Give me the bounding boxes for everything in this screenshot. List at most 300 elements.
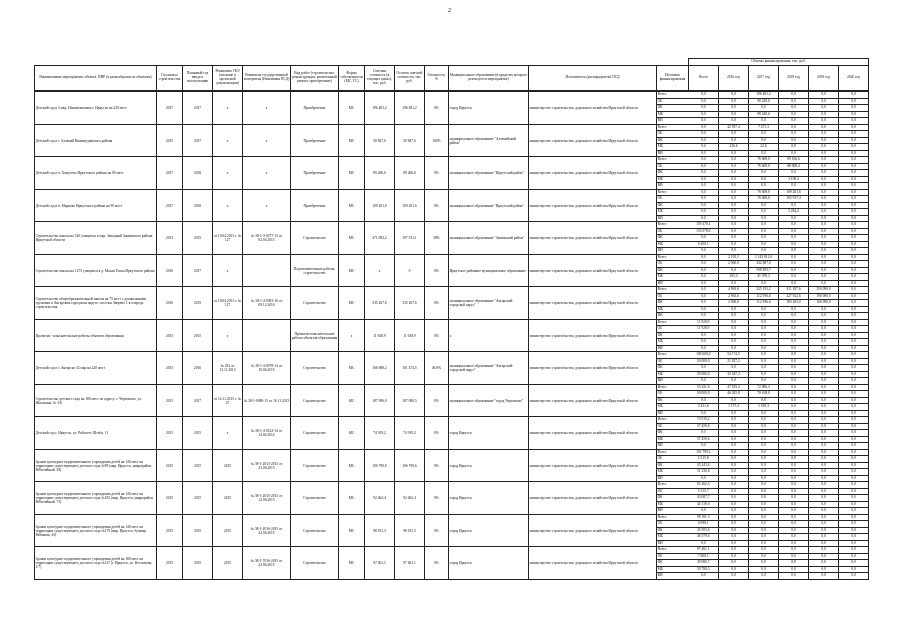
funding-value-cell: 0,0 xyxy=(779,274,809,281)
funding-value-cell: 0,0 xyxy=(839,456,869,463)
funding-source-cell: ФБ xyxy=(657,560,689,567)
project-work-cell: Строительство xyxy=(291,547,339,580)
funding-source-cell: Всего xyxy=(657,319,689,326)
funding-value-cell: 0,0 xyxy=(749,488,779,495)
funding-value-cell: 0,0 xyxy=(809,339,839,346)
project-work-cell: Приобретение xyxy=(291,124,339,157)
funding-value-cell: 0,0 xyxy=(689,183,719,190)
funding-value-cell: 0,0 xyxy=(809,482,839,489)
funding-value-cell: 0,0 xyxy=(839,488,869,495)
funding-value-cell: 2 000,0 xyxy=(719,261,749,268)
funding-value-cell: 0,0 xyxy=(809,131,839,138)
project-work-cell: Строительство xyxy=(291,417,339,450)
funding-source-cell: Всего xyxy=(657,287,689,294)
funding-value-cell: 42 937,4 xyxy=(719,124,749,131)
project-start-cell: 2015 xyxy=(157,514,183,547)
funding-value-cell: 0,0 xyxy=(719,235,749,242)
funding-value-cell: 50 000,0 xyxy=(689,391,719,398)
project-expert-cell: х xyxy=(243,124,291,157)
funding-value-cell: 0,0 xyxy=(689,293,719,300)
project-mo-cell: город Иркутск xyxy=(449,449,529,482)
funding-value-cell: 0,0 xyxy=(839,176,869,183)
funding-value-cell: 0,0 xyxy=(689,124,719,131)
funding-value-cell: 0,0 xyxy=(779,339,809,346)
funding-value-cell: 0,0 xyxy=(779,228,809,235)
funding-source-cell: ФБ xyxy=(657,300,689,307)
funding-value-cell: 0,0 xyxy=(809,495,839,502)
project-work-cell: Строительство xyxy=(291,384,339,417)
project-remain-cell: 89 266,6 xyxy=(395,157,425,190)
funding-value-cell: 0,0 xyxy=(809,449,839,456)
funding-value-cell: 4 963,6 xyxy=(719,287,749,294)
funding-value-cell: 0,0 xyxy=(689,306,719,313)
funding-value-cell: 0,0 xyxy=(689,332,719,339)
funding-value-cell: 0,0 xyxy=(749,176,779,183)
funding-value-cell: 0,0 xyxy=(779,534,809,541)
funding-value-cell: 45 503,6 xyxy=(689,527,719,534)
funding-value-cell: 0,0 xyxy=(749,202,779,209)
funding-value-cell: 0,0 xyxy=(809,391,839,398)
funding-value-cell: 0,0 xyxy=(809,215,839,222)
project-form-cell: МС xyxy=(339,449,365,482)
funding-value-cell: 0,0 xyxy=(839,540,869,547)
project-exec-cell: министерство строительства, дорожного хозяйства Иркутской области xyxy=(529,547,657,580)
funding-source-cell: Всего xyxy=(657,92,689,99)
funding-value-cell: 0,0 xyxy=(809,137,839,144)
funding-source-cell: ФБ xyxy=(657,105,689,112)
funding-value-cell: 0,0 xyxy=(719,98,749,105)
project-end-cell: 2015 xyxy=(183,449,213,482)
project-cost-cell: 196 481,2 xyxy=(365,92,395,125)
funding-value-cell: 0,0 xyxy=(689,274,719,281)
project-remain-cell: 187 000,5 xyxy=(395,384,425,417)
funding-value-cell: 0,0 xyxy=(779,547,809,554)
funding-value-cell: 0,0 xyxy=(719,105,749,112)
financing-document xyxy=(34,58,869,580)
project-mo-cell: муниципальное образование "Ангарский городской округ" xyxy=(449,352,529,385)
funding-value-cell: 0,0 xyxy=(779,118,809,125)
funding-value-cell: 0,0 xyxy=(689,98,719,105)
funding-value-cell: 0,0 xyxy=(779,332,809,339)
funding-source-cell: Всего xyxy=(657,157,689,164)
project-ready-cell: 0% xyxy=(425,449,449,482)
funding-value-cell: 0,0 xyxy=(809,404,839,411)
project-exec-cell: министерство строительства, дорожного хозяйства Иркутской области xyxy=(529,254,657,287)
funding-value-cell: 0,0 xyxy=(839,261,869,268)
funding-value-cell: 0,0 xyxy=(689,313,719,320)
funding-source-cell: МБ xyxy=(657,534,689,541)
funding-value-cell: 0,0 xyxy=(839,92,869,99)
project-exec-cell: министерство строительства, дорожного хозяйства Иркутской области xyxy=(529,157,657,190)
funding-value-cell: 0,0 xyxy=(689,235,719,242)
project-remain-cell: 0 xyxy=(395,254,425,287)
project-start-cell: 2015 xyxy=(157,547,183,580)
funding-value-cell: 21 827,2 xyxy=(719,358,749,365)
funding-value-cell: 0,0 xyxy=(719,202,749,209)
funding-value-cell: 0,0 xyxy=(839,566,869,573)
project-cost-cell: 535 267,6 xyxy=(365,287,395,320)
funding-value-cell: 74 919,2 xyxy=(689,417,719,424)
funding-value-cell: 105 917,4 xyxy=(779,196,809,203)
funding-value-cell: 0,0 xyxy=(839,124,869,131)
funding-source-cell: ОБ xyxy=(657,261,689,268)
funding-value-cell: 0,0 xyxy=(779,397,809,404)
funding-value-cell: 0,0 xyxy=(809,157,839,164)
funding-value-cell: 0,0 xyxy=(749,228,779,235)
funding-value-cell: 0,0 xyxy=(719,527,749,534)
funding-value-cell: 0,0 xyxy=(749,501,779,508)
funding-value-cell: 0,0 xyxy=(809,222,839,229)
funding-value-cell: 0,0 xyxy=(689,131,719,138)
funding-source-cell: МБ xyxy=(657,209,689,216)
funding-value-cell: 0,0 xyxy=(839,514,869,521)
funding-value-cell: 0,0 xyxy=(719,501,749,508)
project-exec-cell: министерство строительства, дорожного хозяйства Иркутской области xyxy=(529,319,657,352)
project-remain-cell: 106 790,6 xyxy=(395,449,425,482)
funding-value-cell: 0,0 xyxy=(839,228,869,235)
funding-value-cell: 0,0 xyxy=(839,118,869,125)
funding-value-cell: 0,0 xyxy=(779,456,809,463)
funding-value-cell: 0,0 xyxy=(689,137,719,144)
project-exec-cell: министерство строительства, дорожного хозяйства Иркутской области xyxy=(529,124,657,157)
funding-value-cell: 0,0 xyxy=(809,456,839,463)
funding-value-cell: 37 459,6 xyxy=(689,423,719,430)
funding-value-cell: 0,0 xyxy=(809,469,839,476)
funding-value-cell: 0,0 xyxy=(809,150,839,157)
project-work-cell: Строительство xyxy=(291,449,339,482)
project-end-cell: 2015 xyxy=(183,482,213,515)
project-work-cell: Приобретение xyxy=(291,92,339,125)
funding-value-cell: 92 462,4 xyxy=(689,482,719,489)
funding-value-cell: 0,0 xyxy=(839,313,869,320)
funding-value-cell: 0,0 xyxy=(839,521,869,528)
project-form-cell: МС xyxy=(339,254,365,287)
funding-value-cell: 0,0 xyxy=(749,326,779,333)
project-work-cell: Подготовительные работы, строительство xyxy=(291,254,339,287)
project-form-cell: МС xyxy=(339,157,365,190)
funding-value-cell: 0,0 xyxy=(839,430,869,437)
funding-source-cell: ФБ xyxy=(657,462,689,469)
funding-value-cell: 0,0 xyxy=(809,358,839,365)
funding-value-cell: 112 596,6 xyxy=(749,300,779,307)
project-end-cell: 2018 xyxy=(183,189,213,222)
project-start-cell: 2015 xyxy=(157,319,183,352)
funding-value-cell: 0,0 xyxy=(779,391,809,398)
project-start-cell: 2017 xyxy=(157,92,183,125)
funding-value-cell: 0,0 xyxy=(689,508,719,515)
funding-value-cell: 0,0 xyxy=(719,495,749,502)
funding-value-cell: 88 008,4 xyxy=(779,163,809,170)
project-exec-cell: министерство строительства, дорожного хозяйства Иркутской области xyxy=(529,482,657,515)
funding-value-cell: 0,0 xyxy=(689,573,719,580)
funding-value-cell: 0,0 xyxy=(749,527,779,534)
funding-value-cell: 0,0 xyxy=(719,215,749,222)
funding-value-cell: 7 600,1 xyxy=(689,553,719,560)
funding-value-cell: 0,0 xyxy=(689,111,719,118)
project-start-cell: 2015 xyxy=(157,352,183,385)
header-col: 2019 год xyxy=(809,66,839,91)
funding-value-cell: 0,0 xyxy=(719,378,749,385)
funding-source-cell: Всего xyxy=(657,189,689,196)
funding-value-cell: 0,0 xyxy=(809,306,839,313)
funding-value-cell: 0,0 xyxy=(749,553,779,560)
funding-value-cell: 0,0 xyxy=(839,202,869,209)
funding-source-cell: МБ xyxy=(657,501,689,508)
funding-value-cell: 0,0 xyxy=(809,365,839,372)
funding-source-cell: ФБ xyxy=(657,527,689,534)
project-cost-cell: 166 688,2 xyxy=(365,352,395,385)
funding-value-cell: 0,0 xyxy=(779,150,809,157)
funding-source-cell: МБ xyxy=(657,436,689,443)
funding-value-cell: 0,0 xyxy=(689,540,719,547)
project-ready-cell: 0% xyxy=(425,547,449,580)
funding-value-cell: 0,0 xyxy=(809,118,839,125)
funding-value-cell: 0,0 xyxy=(719,417,749,424)
funding-value-cell: 0,0 xyxy=(839,436,869,443)
funding-value-cell: 97 461,1 xyxy=(689,547,719,554)
funding-value-cell: 0,0 xyxy=(839,196,869,203)
funding-value-cell: 46 579,6 xyxy=(689,534,719,541)
project-ready-cell: 0% xyxy=(425,92,449,125)
project-exec-cell: министерство строительства, дорожного хозяйства Иркутской области xyxy=(529,417,657,450)
funding-source-cell: Всего xyxy=(657,417,689,424)
project-mo-cell: муниципальное образование "Зиминский район" xyxy=(449,222,529,255)
funding-value-cell: 0,0 xyxy=(689,339,719,346)
funding-value-cell: 350 090,0 xyxy=(809,287,839,294)
funding-value-cell: 0,0 xyxy=(719,475,749,482)
funding-value-cell: 0,0 xyxy=(779,98,809,105)
project-form-cell: МС xyxy=(339,352,365,385)
funding-value-cell: 44 139,0 xyxy=(689,501,719,508)
funding-source-cell: ВИ xyxy=(657,443,689,450)
funding-value-cell: 0,0 xyxy=(809,209,839,216)
funding-value-cell: 0,0 xyxy=(689,215,719,222)
funding-value-cell: 0,0 xyxy=(809,423,839,430)
funding-value-cell: 0,0 xyxy=(779,267,809,274)
funding-value-cell: 112 596,6 xyxy=(749,293,779,300)
funding-value-cell: 0,0 xyxy=(779,482,809,489)
funding-value-cell: 0,0 xyxy=(809,124,839,131)
funding-value-cell: 0,0 xyxy=(779,462,809,469)
funding-value-cell: 76 669,0 xyxy=(749,196,779,203)
project-remain-cell: 98 181,3 xyxy=(395,514,425,547)
project-mo-cell: муниципальное образование "город Черемхово" xyxy=(449,384,529,417)
project-remain-cell: 196 481,2 xyxy=(395,92,425,125)
project-mo-cell: муниципальное образование "Иркутский район" xyxy=(449,189,529,222)
funding-value-cell: 0,0 xyxy=(749,352,779,359)
funding-value-cell: 0,0 xyxy=(779,202,809,209)
project-end-cell: 2017 xyxy=(183,92,213,125)
funding-value-cell: 51 230,8 xyxy=(689,469,719,476)
funding-value-cell: 0,0 xyxy=(779,488,809,495)
project-name-cell: Строительство школы на 1275 учащихся в д. Малая Топка Иркутского района xyxy=(35,254,157,287)
funding-source-cell: Всего xyxy=(657,222,689,229)
project-expert-cell: № 38-1-2013-2015 от 23.06.2015 xyxy=(243,449,291,482)
funding-value-cell: 0,0 xyxy=(779,553,809,560)
funding-value-cell: 0,0 xyxy=(719,157,749,164)
funding-source-cell: ФБ xyxy=(657,235,689,242)
project-expert-cell: № 38-1-4-0142-14 от 14.04.2014 xyxy=(243,417,291,450)
funding-value-cell: 0,0 xyxy=(719,209,749,216)
funding-source-cell: ФБ xyxy=(657,495,689,502)
funding-value-cell: 0,0 xyxy=(689,105,719,112)
funding-value-cell: 0,0 xyxy=(689,300,719,307)
project-name-cell: Здание культурно-оздоровительного учреждения детей на 140 мест на территории существующего детского сада №179 (мкр. Иркутск, бульвар Рябикова, 43) xyxy=(35,514,157,547)
funding-value-cell: 53 431,6 xyxy=(689,384,719,391)
project-gke-cell: от 10.04.2013 г. № 127 xyxy=(213,222,243,255)
funding-value-cell: 0,0 xyxy=(779,365,809,372)
project-name-cell: Строительство общеобразовательной школы на 75 мест с дошкольными группами в Ангарском городском округе, поселок Зверево 1-я очередь строительства xyxy=(35,287,157,320)
funding-value-cell: 0,0 xyxy=(779,449,809,456)
funding-value-cell: 0,0 xyxy=(719,443,749,450)
funding-value-cell: 0,0 xyxy=(839,397,869,404)
funding-source-cell: Всего xyxy=(657,352,689,359)
funding-value-cell: 160 090,0 xyxy=(809,300,839,307)
project-gke-cell: 2015 xyxy=(213,547,243,580)
funding-value-cell: 0,0 xyxy=(749,482,779,489)
project-mo-cell: город Иркутск xyxy=(449,482,529,515)
project-name-cell: Детский сад г. Иркутск, ул. Рабочего Штаба, 11 xyxy=(35,417,157,450)
funding-value-cell: 0,0 xyxy=(779,475,809,482)
header-col: Реквизиты ГКЭ (наличие в проектной документации) xyxy=(213,66,243,91)
funding-value-cell: 89 166,6 xyxy=(779,157,809,164)
header-col: Исполнитель (распорядитель) ПСД xyxy=(529,66,657,91)
funding-value-cell: 46 025,8 xyxy=(719,391,749,398)
project-end-cell: 2015 xyxy=(183,319,213,352)
funding-value-cell: 98 240,6 xyxy=(749,111,779,118)
funding-value-cell: 0,0 xyxy=(839,417,869,424)
funding-value-cell: 0,0 xyxy=(809,163,839,170)
funding-value-cell: 11 928,9 xyxy=(689,326,719,333)
funding-value-cell: 0,0 xyxy=(689,248,719,255)
project-cost-cell: 471 092,2 xyxy=(365,222,395,255)
project-gke-cell: 2015 xyxy=(213,514,243,547)
funding-value-cell: 0,0 xyxy=(809,332,839,339)
funding-value-cell: 0,0 xyxy=(749,209,779,216)
project-cost-cell: 98 181,3 xyxy=(365,514,395,547)
project-cost-cell: 74 919,2 xyxy=(365,417,395,450)
project-cost-cell: 11 928,9 xyxy=(365,319,395,352)
funding-value-cell: 0,0 xyxy=(749,560,779,567)
funding-value-cell: 183 265,0 xyxy=(779,300,809,307)
project-name-cell: Здание культурно-оздоровительного учреждения детей на 140 мест на территории существующего детского сада №98 (мкр. Иркутск, микрорайон Юбилейный, 29) xyxy=(35,449,157,482)
funding-value-cell: 0,0 xyxy=(719,228,749,235)
funding-value-cell: 0,0 xyxy=(839,352,869,359)
funding-value-cell: 0,0 xyxy=(839,287,869,294)
project-exec-cell: министерство строительства, дорожного хозяйства Иркутской области xyxy=(529,514,657,547)
project-mo-cell: х xyxy=(449,319,529,352)
funding-value-cell: 0,0 xyxy=(809,514,839,521)
funding-source-cell: Всего xyxy=(657,384,689,391)
project-form-cell: МС xyxy=(339,482,365,515)
funding-source-cell: ОБ xyxy=(657,293,689,300)
funding-value-cell: 0,0 xyxy=(779,501,809,508)
project-expert-cell: № 38-1-2015-2015 от 12.06.2015 xyxy=(243,482,291,515)
funding-value-cell: 0,0 xyxy=(779,183,809,190)
project-expert-cell xyxy=(243,319,291,352)
funding-value-cell: 0,0 xyxy=(839,339,869,346)
project-expert-cell: № 38-1-7016-2015 от 22.06.2015 xyxy=(243,547,291,580)
funding-value-cell: 0,0 xyxy=(839,274,869,281)
funding-value-cell: 0,0 xyxy=(839,410,869,417)
funding-value-cell: 0,0 xyxy=(689,378,719,385)
funding-value-cell: 0,0 xyxy=(809,547,839,554)
funding-value-cell: 0,0 xyxy=(839,332,869,339)
project-start-cell: 2013 xyxy=(157,222,183,255)
funding-value-cell: 0,0 xyxy=(689,189,719,196)
funding-value-cell: 0,0 xyxy=(809,319,839,326)
project-ready-cell: 0% xyxy=(425,287,449,320)
funding-value-cell: 0,0 xyxy=(809,560,839,567)
funding-value-cell: 0,0 xyxy=(779,222,809,229)
projects-table xyxy=(34,91,869,580)
funding-source-cell: ВИ xyxy=(657,378,689,385)
project-cost-cell: 106 790,6 xyxy=(365,449,395,482)
project-ready-cell: 0% xyxy=(425,319,449,352)
funding-value-cell: 0,0 xyxy=(749,521,779,528)
funding-value-cell: 0,0 xyxy=(749,423,779,430)
header-col: Год начала строительства xyxy=(157,66,183,91)
funding-value-cell: 0,0 xyxy=(779,124,809,131)
funding-value-cell: 0,0 xyxy=(779,261,809,268)
funding-value-cell: 0,0 xyxy=(749,443,779,450)
funding-value-cell: 0,0 xyxy=(719,280,749,287)
funding-value-cell: 0,0 xyxy=(839,573,869,580)
funding-value-cell: 0,0 xyxy=(749,105,779,112)
funding-value-cell: 0,0 xyxy=(779,319,809,326)
funding-value-cell: 598 855,7 xyxy=(749,267,779,274)
funding-value-cell: 0,0 xyxy=(839,280,869,287)
header-col: 2020 год xyxy=(839,66,869,91)
project-mo-cell: город Иркутск xyxy=(449,514,529,547)
project-gke-cell: х xyxy=(213,92,243,125)
project-gke-cell: х xyxy=(213,319,243,352)
project-end-cell: 2016 xyxy=(183,352,213,385)
funding-value-cell: 0,0 xyxy=(749,469,779,476)
project-cost-cell: 50 847,6 xyxy=(365,124,395,157)
project-remain-cell: 97 461,1 xyxy=(395,547,425,580)
funding-value-cell: 0,0 xyxy=(779,423,809,430)
funding-value-cell: 0,0 xyxy=(689,254,719,261)
funding-value-cell: 0,0 xyxy=(689,92,719,99)
funding-value-cell: 0,0 xyxy=(809,144,839,151)
funding-value-cell: 0,0 xyxy=(779,280,809,287)
funding-value-cell: 0,0 xyxy=(779,469,809,476)
funding-value-cell: 0,0 xyxy=(779,508,809,515)
project-form-cell: МС xyxy=(339,287,365,320)
funding-value-cell: 0,0 xyxy=(839,371,869,378)
funding-value-cell: 5 315,7 xyxy=(689,488,719,495)
funding-source-cell: МБ xyxy=(657,144,689,151)
funding-value-cell: 0,0 xyxy=(719,137,749,144)
funding-value-cell: 0,0 xyxy=(839,553,869,560)
funding-value-cell: 0,0 xyxy=(719,573,749,580)
funding-value-cell: 22,6 xyxy=(749,144,779,151)
funding-value-cell: 0,0 xyxy=(839,495,869,502)
funding-value-cell: 0,0 xyxy=(749,215,779,222)
project-mo-cell: город Иркутск xyxy=(449,417,529,450)
project-name-cell: Детский сад в п. Марково Иркутского района на 90 мест xyxy=(35,189,157,222)
funding-value-cell: 0,0 xyxy=(809,176,839,183)
funding-value-cell: 0,0 xyxy=(839,501,869,508)
funding-value-cell: 0,0 xyxy=(809,274,839,281)
project-gke-cell: х xyxy=(213,417,243,450)
funding-value-cell: 0,0 xyxy=(809,443,839,450)
funding-source-cell: ВИ xyxy=(657,540,689,547)
project-ready-cell: 0% xyxy=(425,514,449,547)
funding-value-cell: 0,0 xyxy=(749,319,779,326)
funding-value-cell: 0,0 xyxy=(719,514,749,521)
